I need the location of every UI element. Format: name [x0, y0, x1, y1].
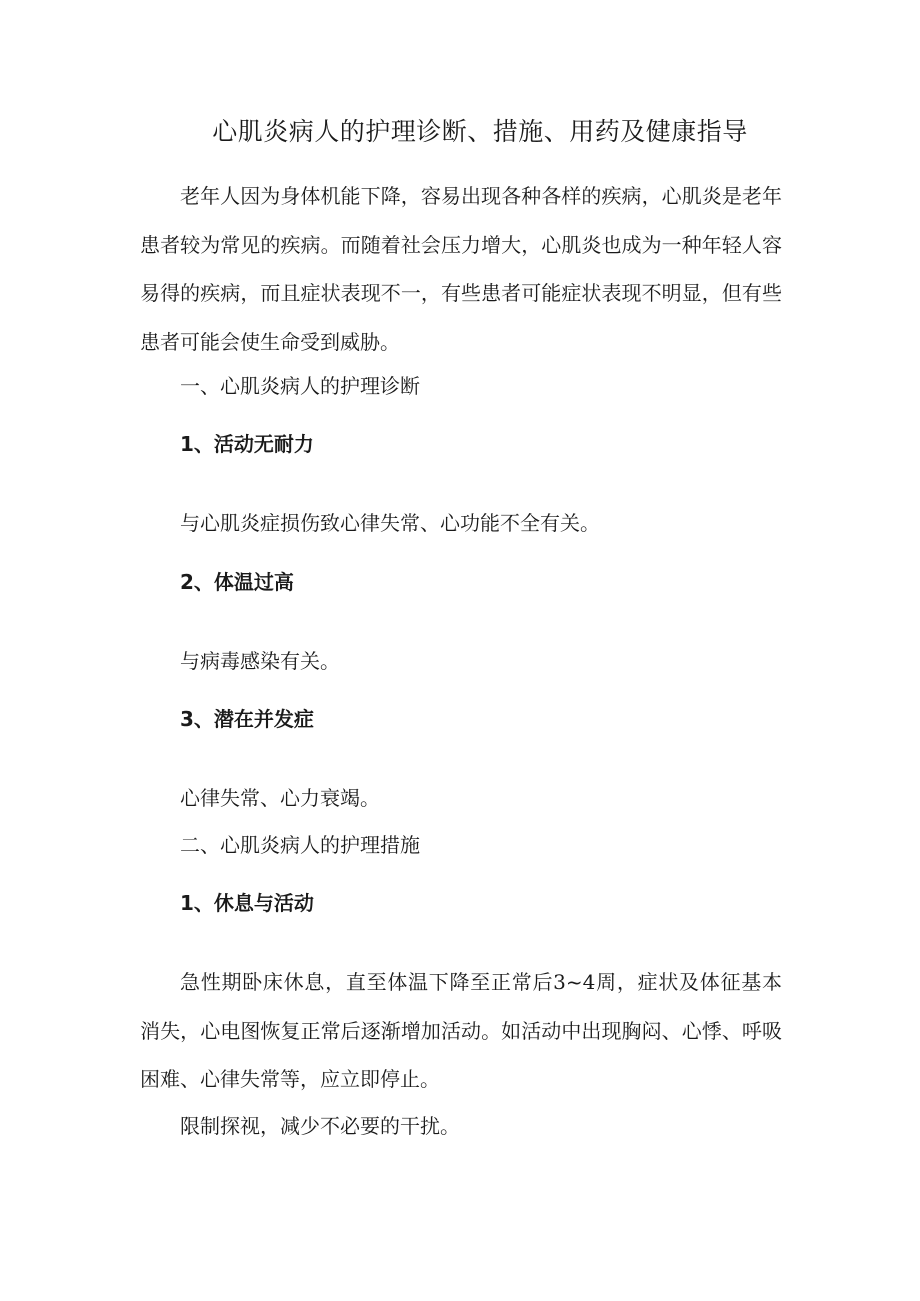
potential-complications-text: 心律失常、心力衰竭。 — [180, 786, 380, 810]
activity-intolerance-text: 与心肌炎症损伤致心律失常、心功能不全有关。 — [180, 511, 600, 535]
subheading-high-temperature: 2、体温过高 — [180, 570, 294, 594]
subheading-potential-complications: 3、潜在并发症 — [180, 707, 314, 731]
rest-and-activity-paragraph: 急性期卧床休息，直至体温下降至正常后3~4周，症状及体征基本消失，心电图恢复正常后逐渐增加活动。如活动中出现胸闷、心悸、呼吸困难、心律失常等，应立即停止。 — [140, 970, 782, 1091]
subheading-rest-and-activity: 1、休息与活动 — [180, 891, 314, 915]
subheading-activity-intolerance: 1、活动无耐力 — [180, 432, 314, 456]
section-heading-nursing-diagnosis: 一、心肌炎病人的护理诊断 — [180, 374, 420, 398]
visitation-limit-text: 限制探视，减少不必要的干扰。 — [180, 1114, 460, 1138]
section-heading-nursing-measures: 二、心肌炎病人的护理措施 — [180, 833, 420, 857]
document-title: 心肌炎病人的护理诊断、措施、用药及健康指导 — [212, 117, 748, 146]
intro-paragraph: 老年人因为身体机能下降，容易出现各种各样的疾病，心肌炎是老年患者较为常见的疾病。而随着社会压力增大，心肌炎也成为一种年轻人容易得的疾病，而且症状表现不一，有些患者可能症状表现不明显，但有些患者可能会使生命受到威胁。 — [140, 184, 782, 354]
high-temperature-text: 与病毒感染有关。 — [180, 649, 340, 673]
